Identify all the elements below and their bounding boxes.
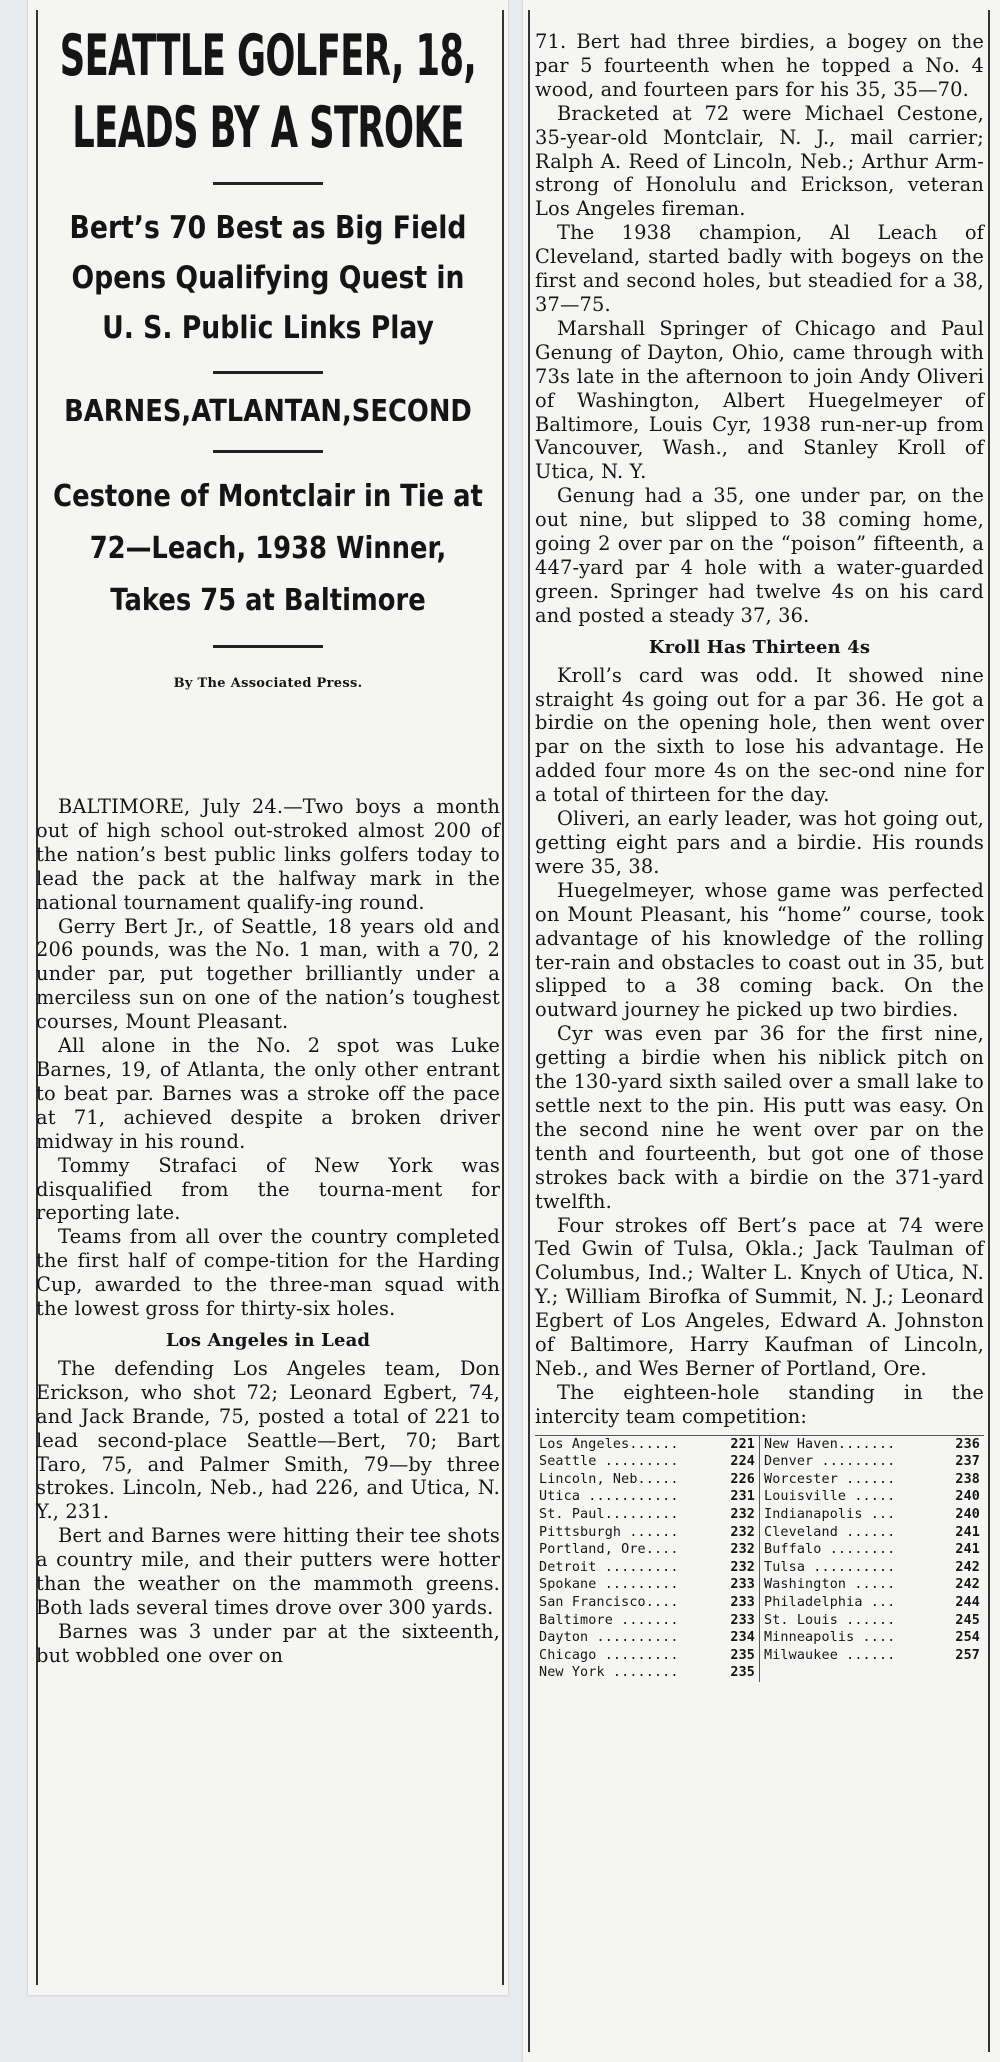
paragraph: Bracketed at 72 were Michael Cestone, 35-year-old Montclair, N. J., mail carrier; Ralph A. Reed of Lincoln, Neb.; Arthur Arm-strong of Honolulu and Erickson, veteran Los Angeles fireman.	[535, 101, 984, 221]
deck-line: U. S. Public Links Play	[102, 310, 434, 346]
team-score: 232	[730, 1524, 755, 1540]
team-name: St. Paul.........	[539, 1507, 679, 1523]
right-article-body	[535, 30, 984, 1682]
subhead-kroll: Kroll Has Thirteen 4s	[648, 636, 871, 658]
byline: By The Associated Press.	[173, 676, 363, 691]
team-name: Louisville .....	[764, 1489, 896, 1505]
standings-column-right	[760, 1436, 984, 1682]
team-score: 232	[730, 1507, 755, 1523]
team-name: Cleveland ......	[764, 1524, 896, 1540]
paragraph: Tommy Strafaci of New York was disqualified from the tourna-ment for reporting late.	[36, 1153, 500, 1225]
team-score: 234	[730, 1630, 755, 1646]
standings-row	[539, 1594, 755, 1612]
standings-row	[539, 1524, 755, 1542]
team-score: 241	[955, 1524, 980, 1540]
team-name: Tulsa ..........	[764, 1559, 896, 1575]
column-rule	[502, 10, 504, 1985]
team-name: New York ........	[539, 1665, 679, 1681]
team-name: Detroit .........	[539, 1559, 679, 1575]
team-score: 233	[730, 1577, 755, 1593]
standings-row	[764, 1594, 980, 1612]
team-name: Lincoln, Neb.....	[539, 1471, 679, 1487]
team-name: New Haven.......	[764, 1436, 896, 1452]
right-column-clipping	[523, 0, 1000, 2062]
team-score: 257	[955, 1647, 980, 1663]
standings-row	[764, 1576, 980, 1594]
team-name: Buffalo ........	[764, 1542, 896, 1558]
team-name: Chicago .........	[539, 1647, 679, 1663]
subhead-los-angeles: Los Angeles in Lead	[165, 1329, 371, 1351]
paragraph: All alone in the No. 2 spot was Luke Barnes, 19, of Atlanta, the only other entrant to beat par. Barnes was a stroke off the pace at 71, achieved despite a broken driver midway in his round.	[36, 1034, 500, 1153]
paragraph: BALTIMORE, July 24.—Two boys a month out of high school out-stroked almost 200 of the nation’s best public links golfers today to lead the pack at the halfway mark in the national tournament qualify-ing round.	[36, 795, 500, 914]
paragraph: 71. Bert had three birdies, a bogey on the par 5 fourteenth when he topped a No. 4 wood, and fourteen pars for his 35, 35—70.	[535, 30, 984, 101]
paragraph: Bert and Barnes were hitting their tee shots a country mile, and their putters were hotter than the weather on the mammoth greens. Both lads several times drove over 300 yards.	[36, 1524, 501, 1619]
team-score: 233	[730, 1612, 755, 1628]
paragraph: The defending Los Angeles team, Don Erickson, who shot 72; Leonard Egbert, 74, and Jack Brande, 75, posted a total of 221 to lead second-place Seattle—Bert, 70; Bart Taro, 75, and Palmer Smith, 79—by three strokes. Lincoln, Neb., had 226, and Utica, N. Y., 231.	[36, 1356, 500, 1524]
left-article-body	[36, 795, 500, 1668]
team-name: San Francisco....	[539, 1595, 679, 1610]
team-score: 241	[955, 1542, 980, 1558]
paragraph: Gerry Bert Jr., of Seattle, 18 years old and 206 pounds, was the No. 1 man, with a 70, 2 under par, put together brilliantly under a merciless sun on one of the nation’s toughest courses, Mount Pleasant.	[36, 914, 500, 1034]
team-name: Baltimore .......	[539, 1612, 679, 1628]
standings-row	[764, 1488, 980, 1506]
standings-row	[764, 1506, 980, 1524]
deck-line: Opens Qualifying Quest in	[71, 260, 465, 296]
standings-row	[539, 1612, 755, 1630]
standings-row	[539, 1488, 755, 1506]
standings-row	[539, 1647, 755, 1665]
deck-line: Cestone of Montclair in Tie at	[53, 479, 483, 514]
standings-row	[764, 1453, 980, 1471]
team-name: Dayton ..........	[539, 1630, 679, 1646]
standings-row	[764, 1559, 980, 1577]
team-score: 238	[955, 1471, 980, 1487]
team-score: 235	[730, 1665, 755, 1681]
standings-row	[539, 1541, 755, 1559]
paragraph: Kroll’s card was odd. It showed nine straight 4s going out for a par 36. He got a birdie on the opening hole, then went over par on the sixth to lose his advantage. He added four more 4s on the sec-ond nine for a total of thirteen for the day.	[535, 663, 984, 807]
team-name: Indianapolis ...	[764, 1507, 896, 1523]
headline-line: LEADS BY A STROKE	[72, 95, 464, 161]
paragraph: Teams from all over the country completed the first half of compe-tition for the Harding Cup, awarded to the three-man squad with the lowest gross for thirty-six holes.	[36, 1225, 500, 1321]
team-score: 242	[955, 1577, 980, 1593]
paragraph: Oliveri, an early leader, was hot going out, getting eight pars and a birdie. His rounds were 35, 38.	[535, 807, 984, 878]
standings-row	[539, 1453, 755, 1471]
headline	[45, 20, 491, 164]
paragraph: Barnes was 3 under par at the sixteenth, but wobbled one over on	[36, 1619, 500, 1667]
standings-row	[764, 1647, 980, 1665]
standings-row	[539, 1576, 755, 1594]
team-score: 232	[730, 1542, 755, 1558]
divider	[213, 371, 323, 374]
standings-row	[539, 1629, 755, 1647]
paragraph: Cyr was even par 36 for the first nine, getting a birdie when his niblick pitch on the 130-yard sixth sailed over a small lake to settle next to the pin. His putt was easy. On the second nine he went over par on the tenth and fourteenth, but got one of those strokes back with a birdie on the 371-yard twelfth.	[535, 1022, 984, 1213]
deck-three	[36, 471, 500, 627]
team-score: 233	[730, 1595, 755, 1610]
deck-line: Bert’s 70 Best as Big Field	[69, 210, 467, 246]
team-name: Denver .........	[764, 1454, 896, 1470]
team-score: 224	[730, 1454, 755, 1470]
column-rule	[528, 10, 530, 2052]
team-score: 232	[730, 1559, 755, 1575]
standings-row	[539, 1471, 755, 1489]
standings-row	[539, 1506, 755, 1524]
team-name: Milwaukee ......	[764, 1647, 896, 1663]
standings-row	[539, 1559, 755, 1577]
deck-line: 72—Leach, 1938 Winner,	[89, 531, 447, 566]
headline-line: SEATTLE GOLFER, 18,	[59, 23, 477, 89]
team-score: 240	[955, 1507, 980, 1523]
deck-two: BARNES,ATLANTAN,SECOND	[64, 394, 472, 429]
team-name: Worcester ......	[764, 1471, 896, 1487]
team-score: 244	[955, 1595, 980, 1610]
team-name: Spokane .........	[539, 1577, 679, 1593]
standings-row	[764, 1524, 980, 1542]
team-name: Los Angeles......	[539, 1436, 679, 1452]
team-name: Pittsburgh ......	[539, 1524, 679, 1540]
team-score: 235	[730, 1647, 755, 1663]
paragraph: Marshall Springer of Chicago and Paul Genung of Dayton, Ohio, came through with 73s late in the afternoon to join Andy Oliveri of Washington, Albert Huegelmeyer of Baltimore, Louis Cyr, 1938 run-ner-up from Vancouver, Wash., and Stanley Kroll of Utica, N. Y.	[535, 316, 984, 484]
paragraph: Genung had a 35, one under par, on the out nine, but slipped to 38 coming home, going 2 over par on the “poison” fifteenth, a 447-yard par 4 hole with a water-guarded green. Springer had twelve 4s on his card and posted a steady 37, 36.	[535, 484, 984, 627]
paragraph: The 1938 champion, Al Leach of Cleveland, started badly with bogeys on the first and second holes, but steadied for a 38, 37—75.	[535, 221, 984, 316]
paragraph: The eighteen-hole standing in the intercity team competition:	[535, 1380, 984, 1428]
team-name: Seattle .........	[539, 1454, 679, 1470]
team-score: 242	[955, 1559, 980, 1575]
deck-one	[36, 203, 500, 353]
left-column-clipping	[28, 0, 508, 1995]
team-score: 221	[730, 1436, 755, 1452]
paragraph: Four strokes off Bert’s pace at 74 were Ted Gwin of Tulsa, Okla.; Jack Taulman of Columbus, Ind.; Walter L. Knych of Utica, N. Y.; William Birofka of Summit, N. J.; Leonard Egbert of Los Angeles, Edward A. Johnston of Baltimore, Harry Kaufman of Lincoln, Neb., and Wes Berner of Portland, Ore.	[535, 1213, 984, 1380]
team-score: 254	[955, 1630, 980, 1646]
team-score: 240	[955, 1489, 980, 1505]
standings-row	[764, 1629, 980, 1647]
team-name: Utica ...........	[539, 1489, 679, 1505]
team-name: Philadelphia ...	[764, 1595, 896, 1610]
team-score: 237	[955, 1454, 980, 1470]
team-score: 236	[955, 1436, 980, 1452]
divider	[213, 450, 323, 453]
divider	[213, 645, 323, 648]
team-name: Washington .....	[764, 1577, 896, 1593]
standings-row	[764, 1471, 980, 1489]
paragraph: Huegelmeyer, whose game was perfected on Mount Pleasant, his “home” course, took advantage of his knowledge of the rolling ter-rain and obstacles to coast out in 35, but slipped to a 38 coming back. On the outward journey he picked up two birdies.	[535, 878, 984, 1022]
standings-row	[764, 1612, 980, 1630]
divider	[213, 182, 323, 185]
deck-line: Takes 75 at Baltimore	[110, 583, 426, 618]
standings-row	[539, 1436, 755, 1454]
team-name: Minneapolis ....	[764, 1630, 896, 1646]
team-score: 226	[730, 1471, 755, 1487]
standings-row	[764, 1436, 980, 1454]
standings-row	[764, 1541, 980, 1559]
standings-column-left	[535, 1436, 760, 1682]
standings-row	[539, 1664, 755, 1682]
team-score: 245	[955, 1612, 980, 1628]
column-rule	[988, 10, 990, 2052]
team-standings-table	[535, 1435, 984, 1682]
team-name: Portland, Ore....	[539, 1542, 679, 1558]
team-name: St. Louis ......	[764, 1612, 896, 1628]
team-score: 231	[730, 1489, 755, 1505]
